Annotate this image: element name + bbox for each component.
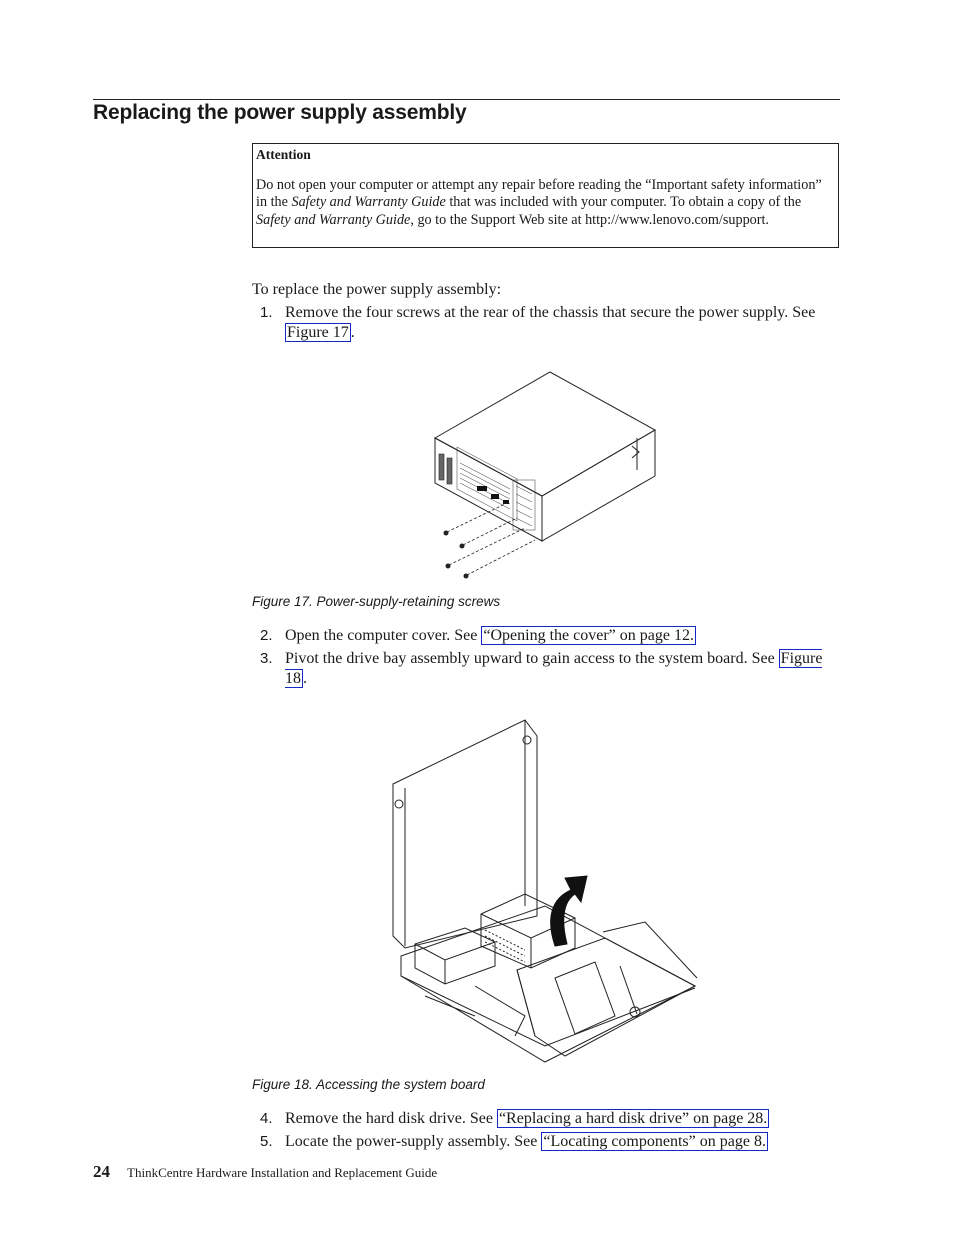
figure-17-illustration [425,368,665,586]
figure-17-caption: Figure 17. Power-supply-retaining screws [252,594,501,609]
attention-text: Do not open your computer or attempt any repair before reading the “Important safety information” in the Safety and Warranty Guide that was included with your computer. To obtain a copy of the Safety and Warranty Guide, go to the Support Web site at http://www.lenovo.com/support. [256,176,822,228]
step-number: 3. [260,650,273,667]
attention-title: Attention [256,147,311,162]
locating-components-link[interactable]: “Locating components” on page 8. [543,1133,766,1150]
step-text: Remove the hard disk drive. See “Replacing a hard disk drive” on page 28. [285,1110,768,1127]
page-title: Replacing the power supply assembly [93,101,467,124]
step-number: 4. [260,1110,273,1127]
page-number: 24 [93,1162,110,1181]
step-text: Locate the power-supply assembly. See “Locating components” on page 8. [285,1133,766,1150]
figure-18-illustration [385,716,705,1066]
attention-box [252,143,839,248]
guide-title: ThinkCentre Hardware Installation and Replacement Guide [127,1165,438,1180]
step-number: 5. [260,1133,273,1150]
replacing-hard-disk-link[interactable]: “Replacing a hard disk drive” on page 28. [498,1110,768,1127]
step-number: 2. [260,627,273,644]
figure-17-link[interactable]: Figure 17 [287,323,349,341]
step-text: Pivot the drive bay assembly upward to gain access to the system board. See Figure 18 . [285,650,823,687]
intro-text: To replace the power supply assembly: [252,281,502,298]
step-text: Open the computer cover. See “Opening the cover” on page 12. [285,627,694,644]
page-footer [93,1162,437,1182]
figure-18-link[interactable]: Figure 18 [285,650,823,687]
opening-cover-link[interactable]: “Opening the cover” on page 12. [483,627,694,644]
heading-rule [93,99,840,100]
step-number: 1. [260,304,273,321]
step-text: Remove the four screws at the rear of the chassis that secure the power supply. See Figure 17 . [285,304,816,341]
figure-18-caption: Figure 18. Accessing the system board [252,1077,485,1092]
